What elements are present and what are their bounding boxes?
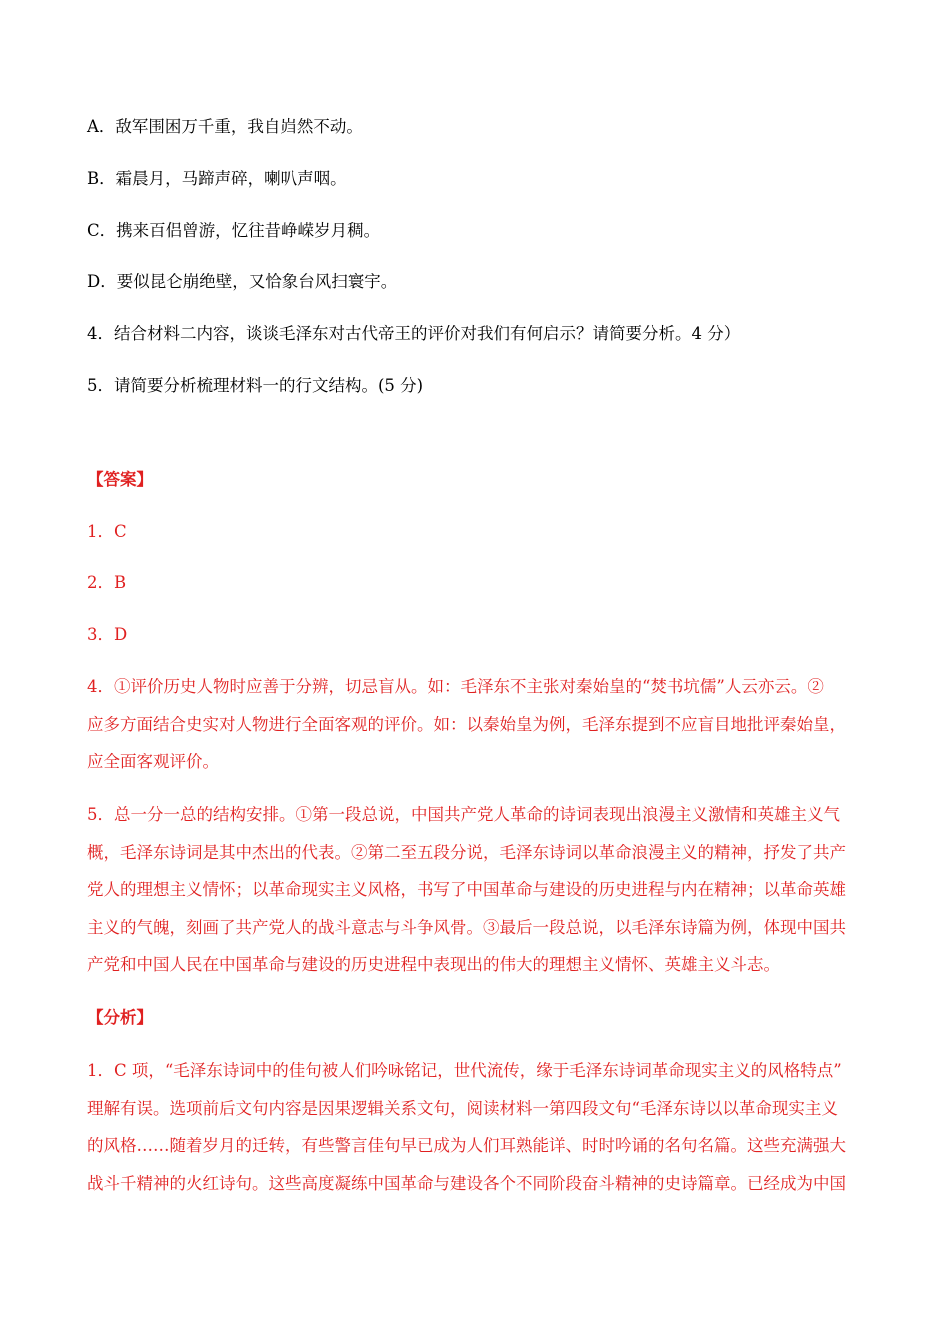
analysis-line: 战斗千精神的火红诗句。这些高度凝练中国革命与建设各个不同阶段奋斗精神的史诗篇章。已经成为中国 xyxy=(87,1173,846,1193)
option-a: A．敌军围困万千重，我自岿然不动。 xyxy=(87,117,363,136)
answer-5-line: 概，毛泽东诗词是其中杰出的代表。②第二至五段分说，毛泽东诗词以革命浪漫主义的精神，抒发了共产 xyxy=(87,842,846,862)
answer-5-line: 党人的理想主义情怀；以革命现实主义风格，书写了中国革命与建设的历史进程与内在精神；以革命英雄 xyxy=(87,880,846,899)
answer-5-line: 5．总一分一总的结构安排。①第一段总说，中国共产党人革命的诗词表现出浪漫主义激情和英雄主义气 xyxy=(87,805,840,824)
analysis-heading: 【分析】 xyxy=(87,1008,153,1027)
answer-heading: 【答案】 xyxy=(87,470,153,489)
analysis-line: 1．C 项，“毛泽东诗词中的佳句被人们吟咏铭记，世代流传，缘于毛泽东诗词革命现实主义的风格特点” xyxy=(87,1061,842,1080)
analysis-line: 理解有误。选项前后文句内容是因果逻辑关系文句，阅读材料一第四段文句“毛泽东诗以以革命现实主义 xyxy=(87,1098,838,1118)
answer-4-line: 4．①评价历史人物时应善于分辨，切忌盲从。如：毛泽东不主张对秦始皇的“焚书坑儒”人云亦云。② xyxy=(87,677,824,696)
analysis-line: 的风格……随着岁月的迁转，有些警言佳句早已成为人们耳熟能详、时时吟诵的名句名篇。这些充满强大 xyxy=(87,1136,846,1155)
option-c: C．携来百侣曾游，忆往昔峥嵘岁月稠。 xyxy=(87,221,381,240)
answer-2: 2．B xyxy=(87,573,127,592)
analysis-body xyxy=(87,1052,867,1202)
option-b: B．霜晨月，马蹄声碎，喇叭声咽。 xyxy=(87,169,347,188)
answer-5 xyxy=(87,796,867,984)
answer-3: 3．D xyxy=(87,625,128,644)
answer-4-line: 应全面客观评价。 xyxy=(87,752,219,771)
answer-1: 1．C xyxy=(87,522,127,541)
question-5: 5．请简要分析梳理材料一的行文结构。(5 分) xyxy=(87,376,424,395)
answer-4 xyxy=(87,668,867,781)
option-d: D．要似昆仑崩绝壁，又恰象台风扫寰宇。 xyxy=(87,272,398,291)
question-4: 4．结合材料二内容，谈谈毛泽东对古代帝王的评价对我们有何启示？请简要分析。4 分） xyxy=(87,324,741,343)
answer-5-line: 主义的气魄，刻画了共产党人的战斗意志与斗争风骨。③最后一段总说，以毛泽东诗篇为例，体现中国共 xyxy=(87,917,846,937)
answer-4-line: 应多方面结合史实对人物进行全面客观的评价。如：以秦始皇为例，毛泽东提到不应盲目地批评秦始皇， xyxy=(87,714,846,734)
answer-5-line: 产党和中国人民在中国革命与建设的历史进程中表现出的伟大的理想主义情怀、英雄主义斗志。 xyxy=(87,955,780,974)
